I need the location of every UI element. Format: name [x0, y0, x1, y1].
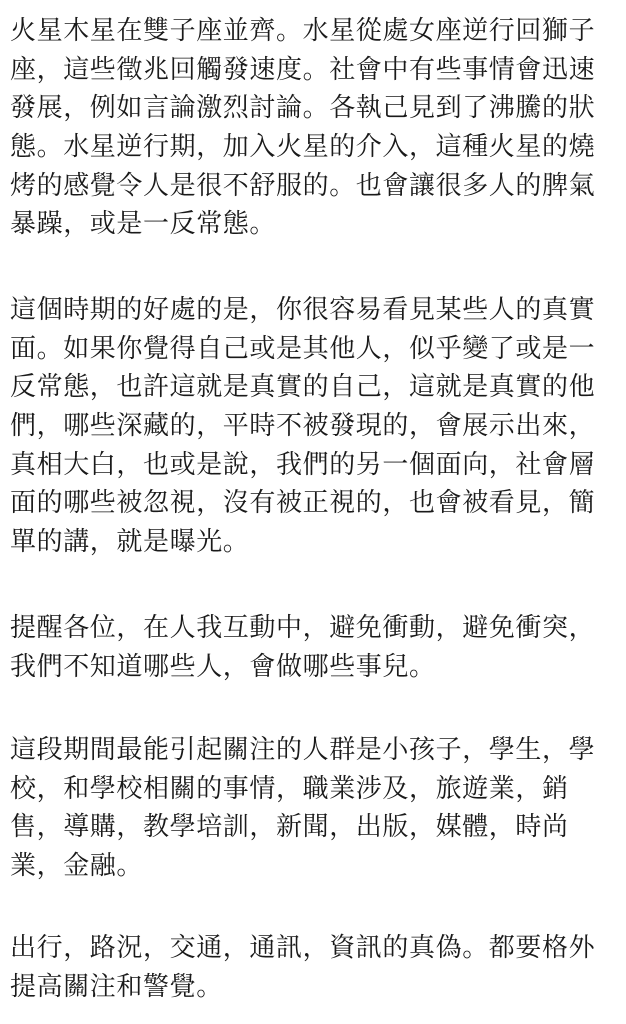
- paragraph-line: 售，導購，教學培訓，新聞，出版，媒體，時尚: [10, 812, 569, 843]
- paragraph-line: 暴躁，或是一反常態。: [10, 209, 277, 240]
- paragraph-line: 座，這些徵兆回觸發速度。社會中有些事情會迅速: [10, 54, 596, 85]
- paragraph-line: 面的哪些被忽視，沒有被正視的，也會被看見，簡: [10, 488, 596, 519]
- paragraph-1: [10, 12, 595, 244]
- paragraph-line: 發展，例如言論激烈討論。各執己見到了沸騰的狀: [10, 93, 596, 124]
- paragraph-line: 烤的感覺令人是很不舒服的。也會讓很多人的脾氣: [10, 170, 596, 201]
- paragraph-5: [10, 929, 595, 1006]
- paragraph-2: [10, 291, 595, 562]
- paragraph-line: 真相大白，也或是說，我們的另一個面向，社會層: [10, 449, 596, 480]
- paragraph-line: 這段期間最能引起關注的人群是小孩子，學生，學: [10, 735, 596, 765]
- paragraph-line: 們，哪些深藏的，平時不被發現的，會展示出來，: [10, 411, 596, 442]
- paragraph-line: 我們不知道哪些人，會做哪些事兒。: [10, 651, 436, 682]
- paragraph-line: 火星木星在雙子座並齊。水星從處女座逆行回獅子: [10, 16, 596, 46]
- paragraph-line: 態。水星逆行期，加入火星的介入，這種火星的燒: [10, 132, 596, 163]
- paragraph-line: 面。如果你覺得自己或是其他人，似乎變了或是一: [10, 333, 596, 364]
- paragraph-line: 出行，路況，交通，通訊，資訊的真偽。都要格外: [10, 933, 596, 963]
- paragraph-line: 提高關注和警覺。: [10, 971, 223, 1002]
- paragraph-3: [10, 609, 595, 686]
- paragraph-line: 提醒各位，在人我互動中，避免衝動，避免衝突，: [10, 613, 596, 643]
- paragraph-line: 單的講，就是曝光。: [10, 527, 250, 558]
- paragraph-line: 校，和學校相關的事情，職業涉及，旅遊業，銷: [10, 773, 569, 804]
- paragraph-line: 業，金融。: [10, 851, 144, 882]
- paragraph-4: [10, 731, 595, 886]
- paragraph-line: 這個時期的好處的是，你很容易看見某些人的真實: [10, 295, 596, 325]
- paragraph-line: 反常態，也許這就是真實的自己，這就是真實的他: [10, 372, 596, 403]
